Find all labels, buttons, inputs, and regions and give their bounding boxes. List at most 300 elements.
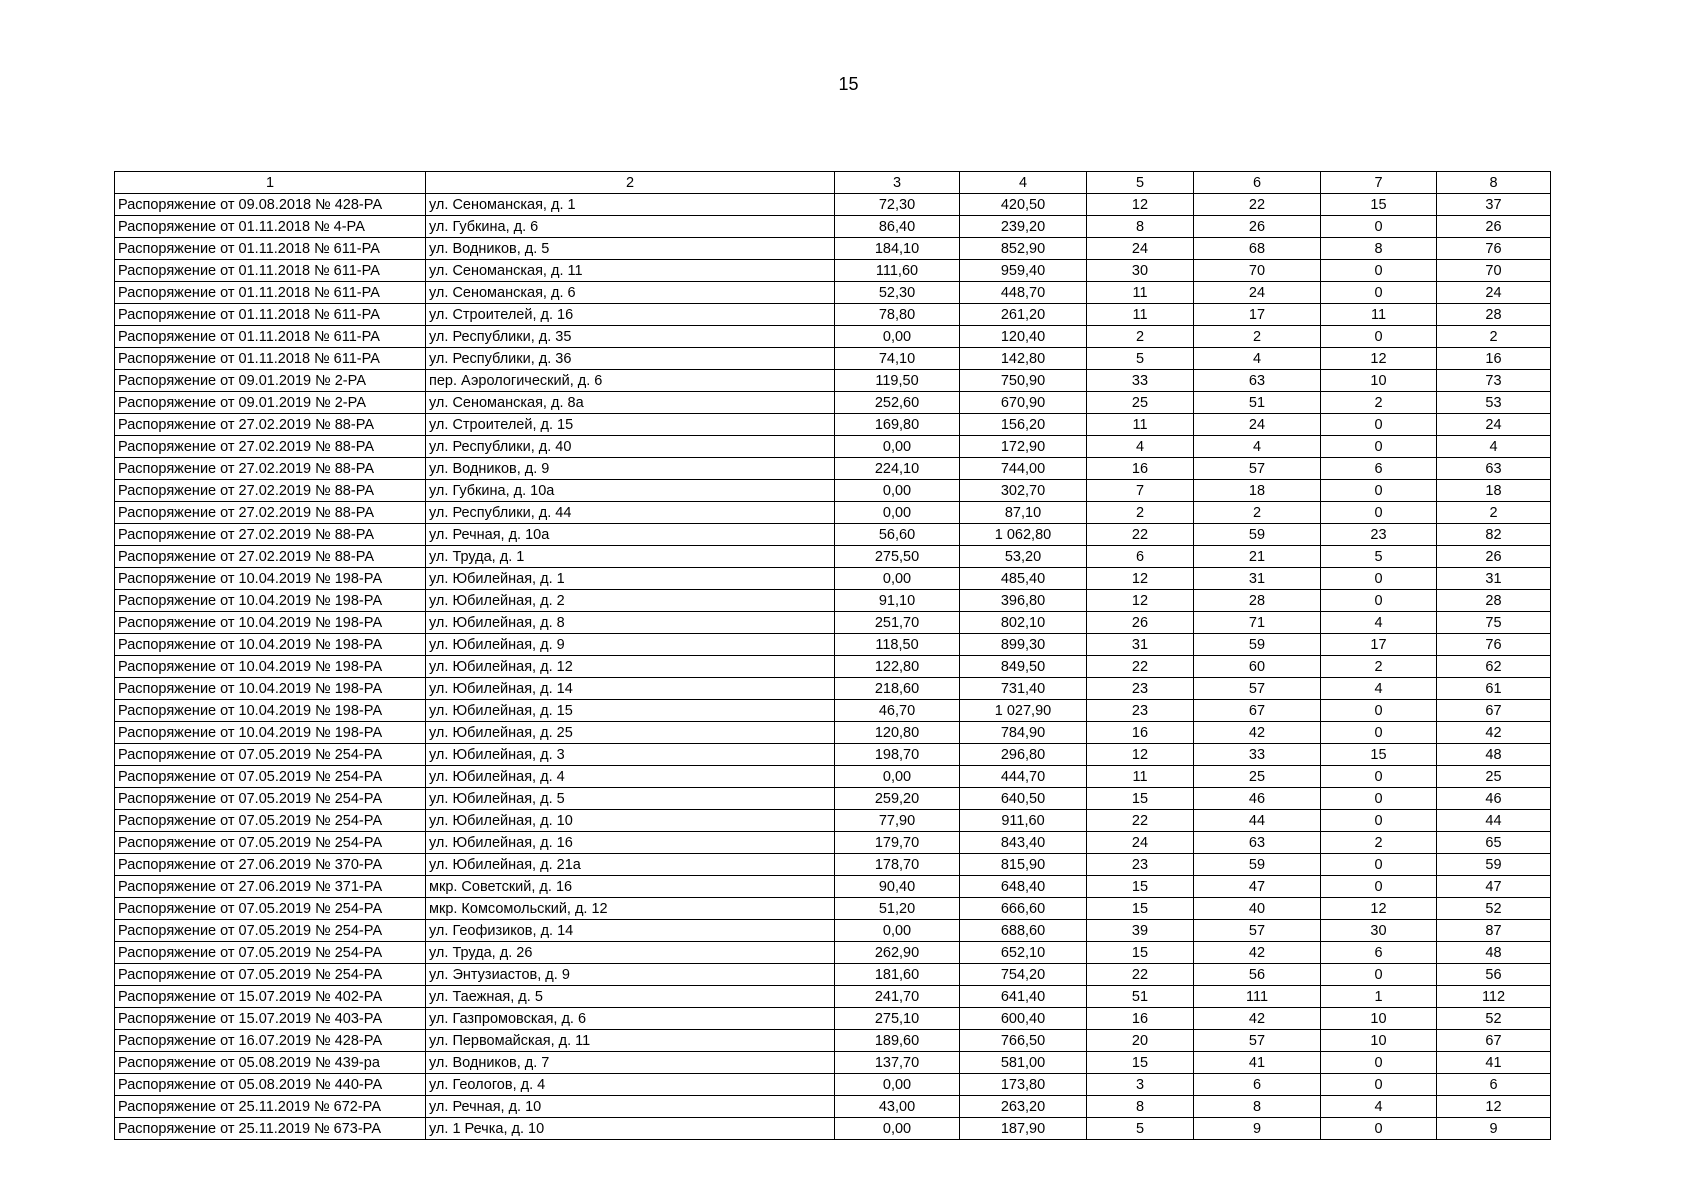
table-cell: 849,50 [960, 656, 1087, 678]
table-cell: 11 [1087, 766, 1194, 788]
table-cell: 2 [1321, 832, 1437, 854]
column-header: 5 [1087, 172, 1194, 194]
table-cell: 12 [1437, 1096, 1551, 1118]
table-cell: 156,20 [960, 414, 1087, 436]
table-row [115, 766, 1551, 788]
table-cell: 31 [1194, 568, 1321, 590]
table-cell: 112 [1437, 986, 1551, 1008]
table-cell: 754,20 [960, 964, 1087, 986]
table-cell: 4 [1194, 348, 1321, 370]
table-cell: 22 [1087, 964, 1194, 986]
column-header: 4 [960, 172, 1087, 194]
table-cell: 22 [1087, 656, 1194, 678]
table-cell: 911,60 [960, 810, 1087, 832]
table-cell: ул. Водников, д. 9 [426, 458, 835, 480]
table-cell: Распоряжение от 27.02.2019 № 88-РА [115, 480, 426, 502]
table-cell: ул. Строителей, д. 15 [426, 414, 835, 436]
table-cell: 120,80 [835, 722, 960, 744]
table-cell: 0 [1321, 788, 1437, 810]
table-cell: ул. Юбилейная, д. 16 [426, 832, 835, 854]
table-cell: 15 [1087, 1052, 1194, 1074]
table-cell: 9 [1194, 1118, 1321, 1140]
table-cell: 5 [1087, 348, 1194, 370]
table-cell: 12 [1087, 590, 1194, 612]
table-cell: 61 [1437, 678, 1551, 700]
table-cell: 485,40 [960, 568, 1087, 590]
table-cell: 119,50 [835, 370, 960, 392]
table-row [115, 590, 1551, 612]
table-cell: 178,70 [835, 854, 960, 876]
table-cell: ул. Юбилейная, д. 12 [426, 656, 835, 678]
table-cell: 51,20 [835, 898, 960, 920]
table-cell: 173,80 [960, 1074, 1087, 1096]
table-cell: Распоряжение от 10.04.2019 № 198-РА [115, 590, 426, 612]
table-cell: 11 [1087, 304, 1194, 326]
table-cell: мкр. Комсомольский, д. 12 [426, 898, 835, 920]
table-row [115, 392, 1551, 414]
table-cell: ул. Водников, д. 5 [426, 238, 835, 260]
table-cell: ул. Речная, д. 10 [426, 1096, 835, 1118]
table-cell: 24 [1087, 832, 1194, 854]
table-cell: 0 [1321, 216, 1437, 238]
table-cell: 15 [1087, 942, 1194, 964]
table-row [115, 920, 1551, 942]
table-cell: Распоряжение от 01.11.2018 № 611-РА [115, 260, 426, 282]
table-cell: 750,90 [960, 370, 1087, 392]
table-row [115, 216, 1551, 238]
table-cell: 52,30 [835, 282, 960, 304]
table-row [115, 194, 1551, 216]
table-cell: 30 [1087, 260, 1194, 282]
table-cell: Распоряжение от 09.08.2018 № 428-РА [115, 194, 426, 216]
table-cell: 420,50 [960, 194, 1087, 216]
table-cell: 60 [1194, 656, 1321, 678]
table-cell: 241,70 [835, 986, 960, 1008]
table-cell: 24 [1437, 414, 1551, 436]
table-cell: 17 [1321, 634, 1437, 656]
table-cell: 15 [1087, 876, 1194, 898]
table-cell: 48 [1437, 744, 1551, 766]
table-cell: 0,00 [835, 1074, 960, 1096]
table-cell: 239,20 [960, 216, 1087, 238]
table-cell: Распоряжение от 07.05.2019 № 254-РА [115, 920, 426, 942]
table-cell: 252,60 [835, 392, 960, 414]
table-row [115, 260, 1551, 282]
table-cell: 187,90 [960, 1118, 1087, 1140]
table-cell: 77,90 [835, 810, 960, 832]
table-cell: 56,60 [835, 524, 960, 546]
table-cell: 0 [1321, 854, 1437, 876]
table-cell: 4 [1437, 436, 1551, 458]
table-cell: Распоряжение от 27.02.2019 № 88-РА [115, 546, 426, 568]
table-cell: 25 [1194, 766, 1321, 788]
table-cell: 641,40 [960, 986, 1087, 1008]
table-cell: 4 [1087, 436, 1194, 458]
table-cell: 16 [1087, 722, 1194, 744]
table-row [115, 524, 1551, 546]
table-cell: 15 [1321, 194, 1437, 216]
table-cell: 111,60 [835, 260, 960, 282]
table-cell: 1 [1321, 986, 1437, 1008]
table-cell: 0 [1321, 590, 1437, 612]
table-cell: 42 [1194, 1008, 1321, 1030]
table-cell: ул. Юбилейная, д. 8 [426, 612, 835, 634]
table-cell: Распоряжение от 10.04.2019 № 198-РА [115, 612, 426, 634]
table-cell: 82 [1437, 524, 1551, 546]
table-cell: 0 [1321, 876, 1437, 898]
table-body [115, 172, 1551, 1140]
table-cell: 6 [1087, 546, 1194, 568]
table-cell: ул. Юбилейная, д. 5 [426, 788, 835, 810]
table-cell: 67 [1194, 700, 1321, 722]
table-cell: 17 [1194, 304, 1321, 326]
table-cell: ул. Юбилейная, д. 4 [426, 766, 835, 788]
table-cell: 30 [1321, 920, 1437, 942]
table-cell: ул. Губкина, д. 10а [426, 480, 835, 502]
table-row [115, 370, 1551, 392]
table-cell: 10 [1321, 1030, 1437, 1052]
table-row [115, 1030, 1551, 1052]
table-cell: 0 [1321, 502, 1437, 524]
table-cell: ул. Юбилейная, д. 3 [426, 744, 835, 766]
table-row [115, 942, 1551, 964]
table-cell: 9 [1437, 1118, 1551, 1140]
table-row [115, 744, 1551, 766]
table-cell: 10 [1321, 370, 1437, 392]
column-header: 2 [426, 172, 835, 194]
table-row [115, 238, 1551, 260]
table-cell: ул. Газпромовская, д. 6 [426, 1008, 835, 1030]
table-row [115, 326, 1551, 348]
table-cell: Распоряжение от 10.04.2019 № 198-РА [115, 700, 426, 722]
table-cell: 22 [1087, 524, 1194, 546]
table-cell: ул. Юбилейная, д. 9 [426, 634, 835, 656]
table-cell: 198,70 [835, 744, 960, 766]
table-cell: 4 [1321, 612, 1437, 634]
table-cell: 10 [1321, 1008, 1437, 1030]
table-cell: 53,20 [960, 546, 1087, 568]
table-cell: 7 [1087, 480, 1194, 502]
table-row [115, 1074, 1551, 1096]
table-cell: Распоряжение от 27.06.2019 № 371-РА [115, 876, 426, 898]
table-cell: 51 [1194, 392, 1321, 414]
table-cell: 51 [1087, 986, 1194, 1008]
table-cell: ул. Сеноманская, д. 8а [426, 392, 835, 414]
column-header: 3 [835, 172, 960, 194]
table-cell: Распоряжение от 27.02.2019 № 88-РА [115, 458, 426, 480]
table-cell: ул. Сеноманская, д. 6 [426, 282, 835, 304]
table-cell: Распоряжение от 27.02.2019 № 88-РА [115, 436, 426, 458]
table-cell: 172,90 [960, 436, 1087, 458]
table-cell: 11 [1087, 282, 1194, 304]
data-table [114, 171, 1551, 1140]
table-cell: 46 [1437, 788, 1551, 810]
table-cell: 24 [1437, 282, 1551, 304]
table-cell: 87,10 [960, 502, 1087, 524]
table-cell: 26 [1437, 546, 1551, 568]
table-cell: 68 [1194, 238, 1321, 260]
table-cell: Распоряжение от 10.04.2019 № 198-РА [115, 722, 426, 744]
table-cell: Распоряжение от 01.11.2018 № 611-РА [115, 282, 426, 304]
table-cell: 91,10 [835, 590, 960, 612]
table-cell: 744,00 [960, 458, 1087, 480]
table-cell: 70 [1194, 260, 1321, 282]
table-cell: 0,00 [835, 326, 960, 348]
table-cell: Распоряжение от 07.05.2019 № 254-РА [115, 942, 426, 964]
table-cell: 666,60 [960, 898, 1087, 920]
table-cell: 15 [1087, 788, 1194, 810]
table-cell: 47 [1437, 876, 1551, 898]
table-cell: 67 [1437, 1030, 1551, 1052]
table-row [115, 986, 1551, 1008]
table-cell: 444,70 [960, 766, 1087, 788]
table-cell: 0 [1321, 480, 1437, 502]
table-cell: ул. Юбилейная, д. 1 [426, 568, 835, 590]
table-cell: 22 [1194, 194, 1321, 216]
table-cell: 31 [1087, 634, 1194, 656]
table-cell: Распоряжение от 10.04.2019 № 198-РА [115, 656, 426, 678]
table-row [115, 436, 1551, 458]
table-cell: 6 [1321, 942, 1437, 964]
table-cell: Распоряжение от 01.11.2018 № 611-РА [115, 348, 426, 370]
table-cell: 59 [1194, 524, 1321, 546]
table-cell: 41 [1194, 1052, 1321, 1074]
table-cell: 24 [1087, 238, 1194, 260]
table-cell: Распоряжение от 16.07.2019 № 428-РА [115, 1030, 426, 1052]
table-cell: 4 [1321, 678, 1437, 700]
table-cell: ул. Губкина, д. 6 [426, 216, 835, 238]
table-cell: 0,00 [835, 436, 960, 458]
table-cell: 87 [1437, 920, 1551, 942]
table-cell: Распоряжение от 27.02.2019 № 88-РА [115, 524, 426, 546]
table-cell: 12 [1321, 898, 1437, 920]
table-row [115, 502, 1551, 524]
table-cell: 8 [1321, 238, 1437, 260]
table-cell: 670,90 [960, 392, 1087, 414]
table-cell: 0,00 [835, 920, 960, 942]
table-cell: 26 [1194, 216, 1321, 238]
table-cell: 63 [1194, 370, 1321, 392]
table-cell: 1 027,90 [960, 700, 1087, 722]
table-cell: 23 [1321, 524, 1437, 546]
table-cell: Распоряжение от 01.11.2018 № 4-РА [115, 216, 426, 238]
table-cell: 65 [1437, 832, 1551, 854]
table-cell: Распоряжение от 15.07.2019 № 402-РА [115, 986, 426, 1008]
table-cell: 24 [1194, 414, 1321, 436]
table-cell: 224,10 [835, 458, 960, 480]
table-cell: 52 [1437, 898, 1551, 920]
table-cell: 581,00 [960, 1052, 1087, 1074]
table-row [115, 282, 1551, 304]
table-row [115, 876, 1551, 898]
table-cell: 263,20 [960, 1096, 1087, 1118]
table-cell: 44 [1194, 810, 1321, 832]
table-cell: 261,20 [960, 304, 1087, 326]
table-cell: 57 [1194, 678, 1321, 700]
table-cell: 0,00 [835, 480, 960, 502]
table-row [115, 832, 1551, 854]
table-cell: Распоряжение от 27.02.2019 № 88-РА [115, 414, 426, 436]
table-cell: 2 [1087, 502, 1194, 524]
table-cell: 2 [1437, 326, 1551, 348]
table-cell: 179,70 [835, 832, 960, 854]
table-header-row [115, 172, 1551, 194]
table-cell: 0,00 [835, 766, 960, 788]
table-cell: 11 [1087, 414, 1194, 436]
table-cell: 56 [1194, 964, 1321, 986]
table-cell: 815,90 [960, 854, 1087, 876]
table-cell: 5 [1321, 546, 1437, 568]
table-cell: 53 [1437, 392, 1551, 414]
table-row [115, 898, 1551, 920]
table-cell: 0 [1321, 436, 1437, 458]
table-cell: 90,40 [835, 876, 960, 898]
table-cell: 57 [1194, 458, 1321, 480]
table-cell: 640,50 [960, 788, 1087, 810]
table-cell: Распоряжение от 27.06.2019 № 370-РА [115, 854, 426, 876]
table-cell: 42 [1194, 722, 1321, 744]
table-cell: Распоряжение от 05.08.2019 № 440-РА [115, 1074, 426, 1096]
table-cell: 76 [1437, 634, 1551, 656]
table-cell: Распоряжение от 07.05.2019 № 254-РА [115, 788, 426, 810]
table-cell: 0 [1321, 722, 1437, 744]
table-cell: 0 [1321, 810, 1437, 832]
table-row [115, 1096, 1551, 1118]
table-cell: 46,70 [835, 700, 960, 722]
table-cell: Распоряжение от 07.05.2019 № 254-РА [115, 832, 426, 854]
table-cell: 275,10 [835, 1008, 960, 1030]
table-cell: 37 [1437, 194, 1551, 216]
table-cell: Распоряжение от 25.11.2019 № 673-РА [115, 1118, 426, 1140]
table-cell: 26 [1437, 216, 1551, 238]
table-cell: ул. 1 Речка, д. 10 [426, 1118, 835, 1140]
table-cell: 218,60 [835, 678, 960, 700]
table-cell: ул. Сеноманская, д. 11 [426, 260, 835, 282]
table-row [115, 612, 1551, 634]
table-cell: 802,10 [960, 612, 1087, 634]
table-cell: 18 [1437, 480, 1551, 502]
table-cell: 23 [1087, 678, 1194, 700]
table-cell: ул. Геофизиков, д. 14 [426, 920, 835, 942]
table-cell: 0,00 [835, 502, 960, 524]
table-cell: 843,40 [960, 832, 1087, 854]
table-cell: 78,80 [835, 304, 960, 326]
table-cell: 275,50 [835, 546, 960, 568]
table-cell: 296,80 [960, 744, 1087, 766]
table-row [115, 722, 1551, 744]
table-cell: 8 [1087, 216, 1194, 238]
table-cell: 111 [1194, 986, 1321, 1008]
table-cell: 8 [1194, 1096, 1321, 1118]
table-cell: Распоряжение от 07.05.2019 № 254-РА [115, 964, 426, 986]
table-cell: 396,80 [960, 590, 1087, 612]
table-cell: ул. Юбилейная, д. 10 [426, 810, 835, 832]
table-cell: 47 [1194, 876, 1321, 898]
table-cell: 20 [1087, 1030, 1194, 1052]
table-cell: 0 [1321, 1074, 1437, 1096]
table-row [115, 678, 1551, 700]
table-cell: 28 [1437, 590, 1551, 612]
table-cell: 0 [1321, 964, 1437, 986]
table-cell: Распоряжение от 09.01.2019 № 2-РА [115, 392, 426, 414]
table-cell: ул. Первомайская, д. 11 [426, 1030, 835, 1052]
table-cell: 76 [1437, 238, 1551, 260]
column-header: 8 [1437, 172, 1551, 194]
table-row [115, 854, 1551, 876]
table-cell: 4 [1321, 1096, 1437, 1118]
table-cell: 62 [1437, 656, 1551, 678]
table-cell: Распоряжение от 07.05.2019 № 254-РА [115, 766, 426, 788]
table-cell: 8 [1087, 1096, 1194, 1118]
table-row [115, 546, 1551, 568]
table-cell: 784,90 [960, 722, 1087, 744]
table-cell: 67 [1437, 700, 1551, 722]
table-cell: 23 [1087, 854, 1194, 876]
table-cell: 18 [1194, 480, 1321, 502]
table-cell: 46 [1194, 788, 1321, 810]
table-cell: 70 [1437, 260, 1551, 282]
column-header: 1 [115, 172, 426, 194]
table-cell: 63 [1437, 458, 1551, 480]
table-row [115, 1008, 1551, 1030]
table-cell: 16 [1437, 348, 1551, 370]
table-cell: 33 [1087, 370, 1194, 392]
table-cell: ул. Геологов, д. 4 [426, 1074, 835, 1096]
table-cell: 6 [1194, 1074, 1321, 1096]
table-cell: 12 [1087, 568, 1194, 590]
table-cell: ул. Республики, д. 35 [426, 326, 835, 348]
table-cell: 25 [1087, 392, 1194, 414]
table-cell: 2 [1321, 392, 1437, 414]
table-cell: 0 [1321, 282, 1437, 304]
table-cell: 22 [1087, 810, 1194, 832]
table-cell: 688,60 [960, 920, 1087, 942]
table-row [115, 304, 1551, 326]
table-cell: 899,30 [960, 634, 1087, 656]
table-cell: 169,80 [835, 414, 960, 436]
table-row [115, 656, 1551, 678]
table-cell: 3 [1087, 1074, 1194, 1096]
table-cell: 73 [1437, 370, 1551, 392]
table-cell: Распоряжение от 10.04.2019 № 198-РА [115, 634, 426, 656]
table-cell: 0 [1321, 260, 1437, 282]
table-cell: ул. Водников, д. 7 [426, 1052, 835, 1074]
table-cell: Распоряжение от 07.05.2019 № 254-РА [115, 810, 426, 832]
table-cell: 26 [1087, 612, 1194, 634]
table-cell: 0 [1321, 1052, 1437, 1074]
table-cell: 59 [1437, 854, 1551, 876]
table-cell: 1 062,80 [960, 524, 1087, 546]
table-cell: 52 [1437, 1008, 1551, 1030]
table-cell: 251,70 [835, 612, 960, 634]
table-cell: 16 [1087, 458, 1194, 480]
table-cell: ул. Энтузиастов, д. 9 [426, 964, 835, 986]
table-cell: Распоряжение от 09.01.2019 № 2-РА [115, 370, 426, 392]
table-cell: 41 [1437, 1052, 1551, 1074]
table-cell: 122,80 [835, 656, 960, 678]
table-cell: 39 [1087, 920, 1194, 942]
table-cell: 21 [1194, 546, 1321, 568]
table-cell: 731,40 [960, 678, 1087, 700]
table-cell: 648,40 [960, 876, 1087, 898]
table-cell: ул. Строителей, д. 16 [426, 304, 835, 326]
table-cell: ул. Республики, д. 36 [426, 348, 835, 370]
table-row [115, 1052, 1551, 1074]
table-cell: ул. Речная, д. 10а [426, 524, 835, 546]
table-cell: 5 [1087, 1118, 1194, 1140]
table-cell: 16 [1087, 1008, 1194, 1030]
table-cell: 28 [1437, 304, 1551, 326]
